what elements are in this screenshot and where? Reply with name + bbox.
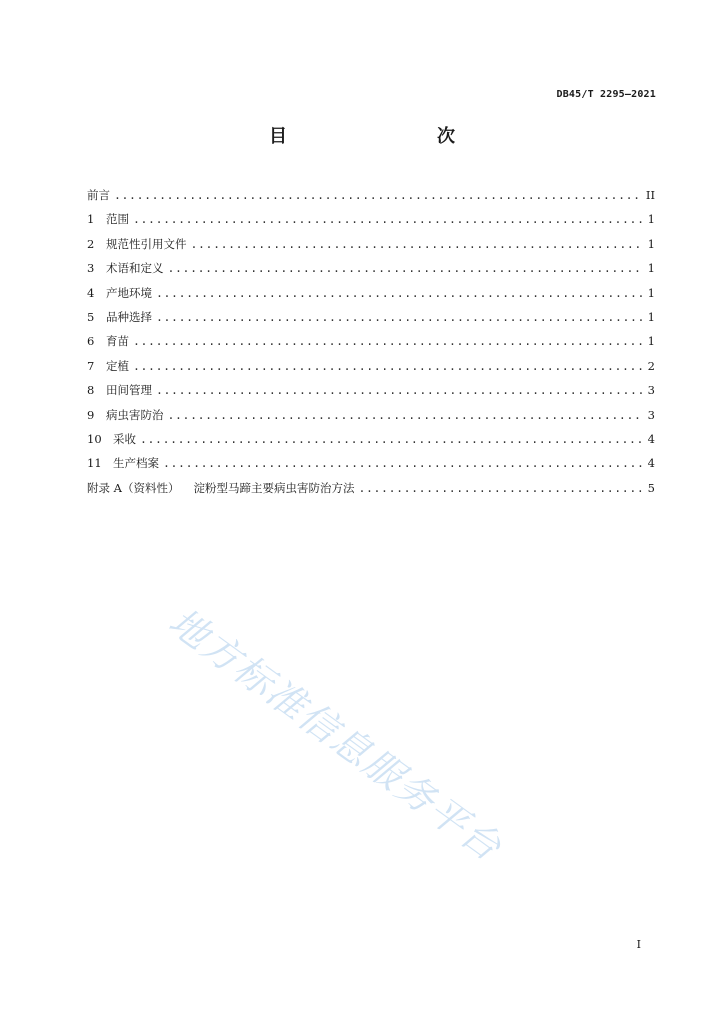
toc-entry-page: 1 bbox=[647, 261, 655, 276]
toc-entry-label: 术语和定义 bbox=[106, 261, 164, 276]
toc-entry-label: 定植 bbox=[106, 358, 129, 373]
toc-leader-dots bbox=[168, 258, 642, 278]
toc-entry-label: 产地环境 bbox=[106, 285, 152, 300]
toc-entry-production-records[interactable] bbox=[87, 453, 655, 477]
toc-leader-dots bbox=[133, 209, 642, 229]
toc-entry-label: 生产档案 bbox=[113, 456, 159, 471]
toc-leader-dots bbox=[163, 453, 642, 473]
page-number: I bbox=[636, 938, 641, 951]
toc-entry-planting[interactable] bbox=[87, 356, 655, 380]
watermark: 地方标准信息服务平台 bbox=[160, 599, 511, 871]
toc-leader-dots bbox=[114, 185, 640, 205]
toc-entry-label: 品种选择 bbox=[106, 309, 152, 324]
toc-entry-page: 3 bbox=[647, 407, 655, 422]
toc-entry-label: 采收 bbox=[113, 431, 136, 446]
page-title: 目 次 bbox=[269, 126, 493, 147]
toc-entry-scope[interactable] bbox=[87, 209, 655, 233]
toc-entry-number: 10 bbox=[87, 431, 102, 446]
toc-entry-production-environment[interactable] bbox=[87, 283, 655, 307]
toc-entry-pest-control[interactable] bbox=[87, 405, 655, 429]
toc-entry-page: 4 bbox=[647, 431, 655, 446]
toc-leader-dots bbox=[358, 478, 641, 498]
toc-entry-label: 前言 bbox=[87, 188, 110, 202]
toc-entry-appendix-a[interactable] bbox=[87, 478, 655, 502]
toc-entry-label: 田间管理 bbox=[106, 383, 152, 398]
toc-entry-terms-definitions[interactable] bbox=[87, 258, 655, 282]
toc-entry-number: 4 bbox=[87, 285, 95, 300]
standard-code: DB45/T 2295—2021 bbox=[556, 89, 656, 100]
toc-entry-page: 2 bbox=[647, 358, 655, 373]
toc-entry-page: 5 bbox=[647, 480, 655, 495]
toc-entry-foreword[interactable] bbox=[87, 185, 655, 209]
toc-entry-number: 9 bbox=[87, 407, 95, 422]
toc-entry-harvest[interactable] bbox=[87, 429, 655, 453]
toc-entry-number: 2 bbox=[87, 236, 95, 251]
toc-leader-dots bbox=[168, 405, 642, 425]
toc-entry-page: 1 bbox=[647, 212, 655, 227]
toc-entry-seedling[interactable] bbox=[87, 331, 655, 355]
toc-entry-page: 1 bbox=[647, 236, 655, 251]
toc-entry-label: 育苗 bbox=[106, 334, 129, 349]
toc-leader-dots bbox=[140, 429, 642, 449]
toc-leader-dots bbox=[191, 234, 642, 254]
toc-entry-page: 3 bbox=[647, 383, 655, 398]
toc-entry-number: 附录 A（资料性） bbox=[87, 480, 180, 495]
toc-entry-label: 规范性引用文件 bbox=[106, 236, 187, 251]
table-of-contents bbox=[87, 185, 655, 502]
toc-entry-variety-selection[interactable] bbox=[87, 307, 655, 331]
toc-entry-number: 5 bbox=[87, 309, 95, 324]
toc-entry-page: 1 bbox=[647, 285, 655, 300]
toc-entry-number: 3 bbox=[87, 261, 95, 276]
toc-entry-label: 病虫害防治 bbox=[106, 407, 164, 422]
toc-entry-normative-references[interactable] bbox=[87, 234, 655, 258]
toc-entry-number: 7 bbox=[87, 358, 95, 373]
toc-entry-label: 范围 bbox=[106, 212, 129, 227]
toc-leader-dots bbox=[133, 331, 642, 351]
toc-leader-dots bbox=[156, 283, 642, 303]
toc-leader-dots bbox=[156, 307, 642, 327]
toc-entry-field-management[interactable] bbox=[87, 380, 655, 404]
toc-leader-dots bbox=[156, 380, 642, 400]
toc-leader-dots bbox=[133, 356, 642, 376]
toc-entry-number: 1 bbox=[87, 212, 95, 227]
toc-entry-number: 8 bbox=[87, 383, 95, 398]
toc-entry-page: 1 bbox=[647, 334, 655, 349]
toc-entry-page: II bbox=[645, 188, 655, 202]
toc-entry-page: 1 bbox=[647, 309, 655, 324]
toc-entry-page: 4 bbox=[647, 456, 655, 471]
toc-entry-number: 11 bbox=[87, 456, 102, 471]
toc-entry-label: 淀粉型马蹄主要病虫害防治方法 bbox=[193, 480, 355, 495]
toc-entry-number: 6 bbox=[87, 334, 95, 349]
